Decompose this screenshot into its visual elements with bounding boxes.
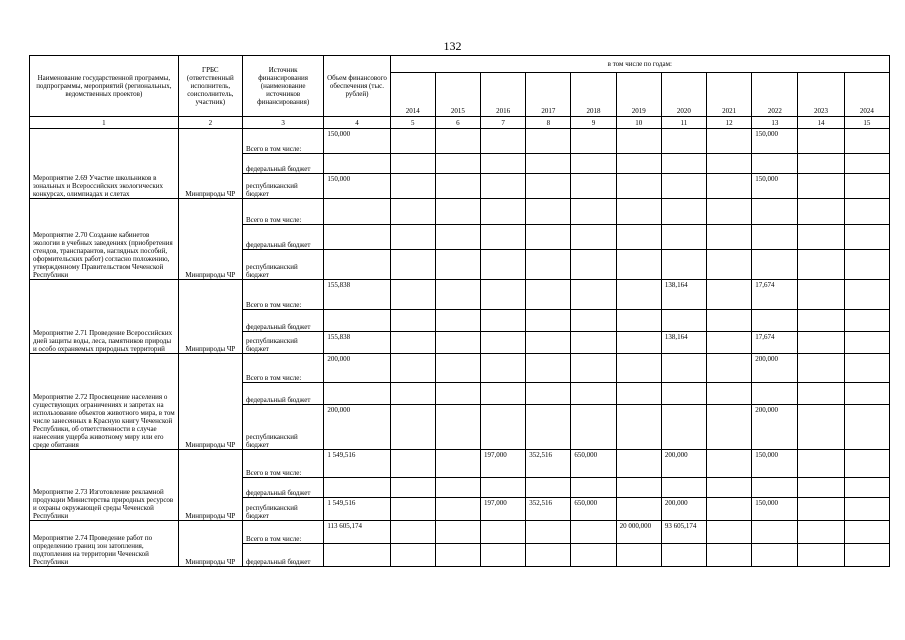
value-cell bbox=[798, 332, 844, 354]
value-cell bbox=[844, 174, 889, 199]
source-label: федеральный бюджет bbox=[242, 544, 323, 567]
value-cell: 200,000 bbox=[324, 405, 390, 450]
source-label: республиканский бюджет bbox=[242, 250, 323, 280]
value-cell bbox=[481, 332, 526, 354]
column-number: 14 bbox=[798, 117, 844, 129]
value-cell: 200,000 bbox=[661, 450, 706, 478]
value-cell bbox=[798, 280, 844, 310]
value-cell bbox=[752, 225, 798, 250]
value-cell bbox=[324, 225, 390, 250]
value-cell bbox=[798, 544, 844, 567]
value-cell bbox=[571, 544, 616, 567]
value-cell bbox=[324, 310, 390, 332]
value-cell bbox=[616, 154, 661, 174]
measure-grbs: Минприроды ЧР bbox=[178, 250, 242, 280]
value-cell bbox=[390, 544, 435, 567]
value-cell bbox=[707, 544, 752, 567]
source-label: Всего в том числе: bbox=[242, 129, 323, 154]
value-cell bbox=[390, 250, 435, 280]
year-header: 2021 bbox=[707, 73, 752, 117]
source-label: федеральный бюджет bbox=[242, 154, 323, 174]
value-cell bbox=[844, 280, 889, 310]
value-cell bbox=[571, 225, 616, 250]
measure-name: Мероприятие 2.69 Участие школьников в зональных и Всероссийских экологических конкурсах, олимпиадах и слетах bbox=[30, 129, 179, 199]
grbs-empty-cell bbox=[178, 450, 242, 478]
value-cell bbox=[616, 129, 661, 154]
value-cell bbox=[616, 280, 661, 310]
column-number: 12 bbox=[707, 117, 752, 129]
value-cell bbox=[844, 478, 889, 498]
value-cell bbox=[390, 521, 435, 544]
source-label: федеральный бюджет bbox=[242, 225, 323, 250]
value-cell bbox=[844, 154, 889, 174]
value-cell bbox=[752, 250, 798, 280]
measure-name: Мероприятие 2.73 Изготовление рекламной продукции Министерства природных ресурсов и охраны окружающей среды Чеченской Республики bbox=[30, 450, 179, 521]
value-cell bbox=[571, 478, 616, 498]
value-cell: 352,516 bbox=[526, 498, 571, 521]
table-row bbox=[30, 450, 890, 478]
grbs-empty-cell bbox=[178, 129, 242, 154]
value-cell bbox=[390, 405, 435, 450]
source-label: Всего в том числе: bbox=[242, 450, 323, 478]
value-cell bbox=[324, 250, 390, 280]
value-cell: 155,838 bbox=[324, 332, 390, 354]
value-cell bbox=[752, 478, 798, 498]
value-cell bbox=[616, 383, 661, 405]
value-cell bbox=[752, 199, 798, 225]
value-cell: 150,000 bbox=[752, 129, 798, 154]
year-header: 2023 bbox=[798, 73, 844, 117]
value-cell bbox=[481, 544, 526, 567]
value-cell bbox=[844, 383, 889, 405]
value-cell bbox=[798, 354, 844, 383]
column-number: 6 bbox=[435, 117, 480, 129]
value-cell: 200,000 bbox=[752, 354, 798, 383]
value-cell bbox=[324, 544, 390, 567]
value-cell bbox=[844, 544, 889, 567]
value-cell bbox=[752, 383, 798, 405]
value-cell bbox=[571, 250, 616, 280]
value-cell bbox=[435, 280, 480, 310]
value-cell bbox=[390, 280, 435, 310]
column-number: 3 bbox=[242, 117, 323, 129]
value-cell bbox=[324, 478, 390, 498]
value-cell bbox=[526, 250, 571, 280]
value-cell bbox=[571, 405, 616, 450]
value-cell bbox=[435, 478, 480, 498]
value-cell bbox=[481, 478, 526, 498]
value-cell: 1 549,516 bbox=[324, 498, 390, 521]
value-cell bbox=[435, 129, 480, 154]
table-row bbox=[30, 199, 890, 225]
value-cell bbox=[752, 154, 798, 174]
value-cell bbox=[707, 310, 752, 332]
value-cell bbox=[390, 154, 435, 174]
value-cell bbox=[616, 310, 661, 332]
source-label: республиканский бюджет bbox=[242, 405, 323, 450]
value-cell: 150,000 bbox=[752, 498, 798, 521]
source-label: республиканский бюджет bbox=[242, 174, 323, 199]
value-cell bbox=[707, 225, 752, 250]
value-cell bbox=[481, 199, 526, 225]
source-label: Всего в том числе: bbox=[242, 354, 323, 383]
value-cell bbox=[844, 310, 889, 332]
year-header: 2016 bbox=[481, 73, 526, 117]
value-cell bbox=[798, 199, 844, 225]
value-cell bbox=[571, 332, 616, 354]
value-cell bbox=[435, 450, 480, 478]
value-cell bbox=[390, 225, 435, 250]
value-cell: 650,000 bbox=[571, 450, 616, 478]
value-cell bbox=[526, 478, 571, 498]
value-cell bbox=[435, 154, 480, 174]
source-label: федеральный бюджет bbox=[242, 478, 323, 498]
value-cell bbox=[390, 450, 435, 478]
value-cell bbox=[324, 154, 390, 174]
value-cell bbox=[481, 310, 526, 332]
value-cell bbox=[844, 498, 889, 521]
page-number: 132 bbox=[443, 39, 462, 53]
value-cell bbox=[481, 383, 526, 405]
value-cell bbox=[616, 199, 661, 225]
measure-name: Мероприятие 2.74 Проведение работ по определению границ зон затопления, подтопления на территории Чеченской Республики bbox=[30, 521, 179, 567]
value-cell bbox=[571, 521, 616, 544]
year-header: 2014 bbox=[390, 73, 435, 117]
table-row bbox=[30, 521, 890, 544]
grbs-empty-cell bbox=[178, 383, 242, 405]
value-cell bbox=[707, 199, 752, 225]
source-label: Всего в том числе: bbox=[242, 199, 323, 225]
value-cell: 17,674 bbox=[752, 280, 798, 310]
value-cell bbox=[616, 544, 661, 567]
value-cell bbox=[661, 354, 706, 383]
value-cell bbox=[661, 544, 706, 567]
column-number: 4 bbox=[324, 117, 390, 129]
value-cell bbox=[661, 383, 706, 405]
grbs-empty-cell bbox=[178, 354, 242, 383]
value-cell bbox=[798, 478, 844, 498]
value-cell bbox=[571, 154, 616, 174]
value-cell bbox=[798, 498, 844, 521]
grbs-empty-cell bbox=[178, 280, 242, 310]
value-cell bbox=[798, 174, 844, 199]
table-row bbox=[30, 280, 890, 310]
value-cell bbox=[324, 383, 390, 405]
column-number: 2 bbox=[178, 117, 242, 129]
value-cell bbox=[707, 383, 752, 405]
year-header: 2020 bbox=[661, 73, 706, 117]
value-cell bbox=[526, 521, 571, 544]
value-cell bbox=[707, 280, 752, 310]
value-cell bbox=[526, 129, 571, 154]
source-label: Всего в том числе: bbox=[242, 521, 323, 544]
value-cell bbox=[526, 174, 571, 199]
source-label: республиканский бюджет bbox=[242, 498, 323, 521]
grbs-empty-cell bbox=[178, 521, 242, 544]
column-number: 1 bbox=[30, 117, 179, 129]
value-cell bbox=[481, 129, 526, 154]
value-cell bbox=[435, 544, 480, 567]
value-cell bbox=[390, 174, 435, 199]
header-name: Наименование государственной программы, подпрограммы, мероприятий (региональных, ведомственных проектов) bbox=[30, 56, 179, 117]
value-cell bbox=[571, 129, 616, 154]
value-cell: 352,516 bbox=[526, 450, 571, 478]
value-cell bbox=[798, 405, 844, 450]
value-cell bbox=[844, 332, 889, 354]
table-row bbox=[30, 354, 890, 383]
value-cell bbox=[324, 199, 390, 225]
value-cell bbox=[571, 354, 616, 383]
value-cell bbox=[390, 332, 435, 354]
value-cell bbox=[481, 521, 526, 544]
value-cell bbox=[616, 354, 661, 383]
year-header: 2018 bbox=[571, 73, 616, 117]
value-cell bbox=[707, 332, 752, 354]
source-label: республиканский бюджет bbox=[242, 332, 323, 354]
value-cell bbox=[481, 154, 526, 174]
value-cell bbox=[481, 280, 526, 310]
value-cell bbox=[571, 310, 616, 332]
value-cell bbox=[435, 498, 480, 521]
value-cell bbox=[661, 199, 706, 225]
value-cell bbox=[707, 154, 752, 174]
grbs-empty-cell bbox=[178, 478, 242, 498]
value-cell bbox=[798, 250, 844, 280]
value-cell bbox=[435, 250, 480, 280]
value-cell bbox=[481, 174, 526, 199]
value-cell: 650,000 bbox=[571, 498, 616, 521]
value-cell bbox=[390, 498, 435, 521]
value-cell bbox=[390, 478, 435, 498]
value-cell: 150,000 bbox=[752, 174, 798, 199]
value-cell bbox=[481, 354, 526, 383]
value-cell bbox=[616, 478, 661, 498]
value-cell bbox=[707, 174, 752, 199]
value-cell bbox=[571, 383, 616, 405]
value-cell bbox=[752, 544, 798, 567]
value-cell bbox=[661, 225, 706, 250]
value-cell bbox=[707, 129, 752, 154]
value-cell bbox=[616, 225, 661, 250]
value-cell bbox=[798, 225, 844, 250]
value-cell bbox=[661, 154, 706, 174]
value-cell: 150,000 bbox=[752, 450, 798, 478]
value-cell bbox=[844, 354, 889, 383]
value-cell: 17,674 bbox=[752, 332, 798, 354]
value-cell bbox=[661, 250, 706, 280]
value-cell: 200,000 bbox=[324, 354, 390, 383]
value-cell bbox=[707, 498, 752, 521]
value-cell bbox=[435, 174, 480, 199]
value-cell bbox=[707, 250, 752, 280]
value-cell bbox=[752, 310, 798, 332]
year-header: 2015 bbox=[435, 73, 480, 117]
value-cell bbox=[661, 310, 706, 332]
value-cell bbox=[526, 354, 571, 383]
value-cell bbox=[798, 310, 844, 332]
value-cell: 150,000 bbox=[324, 129, 390, 154]
value-cell bbox=[526, 310, 571, 332]
measure-grbs: Минприроды ЧР bbox=[178, 405, 242, 450]
measure-grbs: Минприроды ЧР bbox=[178, 332, 242, 354]
value-cell bbox=[571, 174, 616, 199]
value-cell bbox=[481, 225, 526, 250]
value-cell bbox=[661, 478, 706, 498]
value-cell bbox=[844, 450, 889, 478]
value-cell: 20 000,000 bbox=[616, 521, 661, 544]
value-cell bbox=[616, 174, 661, 199]
value-cell bbox=[798, 129, 844, 154]
source-label: Всего в том числе: bbox=[242, 280, 323, 310]
grbs-empty-cell bbox=[178, 310, 242, 332]
value-cell bbox=[526, 154, 571, 174]
column-number: 11 bbox=[661, 117, 706, 129]
column-number: 7 bbox=[481, 117, 526, 129]
value-cell bbox=[798, 450, 844, 478]
value-cell: 138,164 bbox=[661, 332, 706, 354]
column-number: 9 bbox=[571, 117, 616, 129]
value-cell bbox=[435, 225, 480, 250]
value-cell bbox=[435, 354, 480, 383]
value-cell bbox=[435, 521, 480, 544]
value-cell bbox=[616, 405, 661, 450]
value-cell: 138,164 bbox=[661, 280, 706, 310]
value-cell: 197,000 bbox=[481, 498, 526, 521]
measure-grbs: Минприроды ЧР bbox=[178, 174, 242, 199]
value-cell bbox=[707, 450, 752, 478]
header-volume: Объем финансового обеспечения (тыс. рублей) bbox=[324, 56, 390, 117]
value-cell bbox=[390, 310, 435, 332]
value-cell bbox=[435, 332, 480, 354]
header-years-group: в том числе по годам: bbox=[390, 56, 889, 73]
value-cell bbox=[390, 199, 435, 225]
measure-grbs: Минприроды ЧР bbox=[178, 498, 242, 521]
value-cell bbox=[526, 544, 571, 567]
value-cell bbox=[526, 199, 571, 225]
value-cell bbox=[707, 521, 752, 544]
year-header: 2024 bbox=[844, 73, 889, 117]
value-cell: 93 605,174 bbox=[661, 521, 706, 544]
value-cell bbox=[390, 129, 435, 154]
value-cell: 113 605,174 bbox=[324, 521, 390, 544]
table-row bbox=[30, 129, 890, 154]
value-cell: 1 549,516 bbox=[324, 450, 390, 478]
value-cell bbox=[798, 521, 844, 544]
year-header: 2022 bbox=[752, 73, 798, 117]
value-cell bbox=[707, 354, 752, 383]
value-cell bbox=[844, 225, 889, 250]
measure-name: Мероприятие 2.70 Создание кабинетов экологии в учебных заведениях (приобретения стендов, транспарантов, наглядных пособий, оформительских работ) согласно положению, утвержденному Правительством Чеченской Республики bbox=[30, 199, 179, 280]
value-cell bbox=[481, 405, 526, 450]
measure-name: Мероприятие 2.72 Просвещение населения о существующих ограничениях и запретах на использование объектов животного мира, в том числе занесенных в Красную книгу Чеченской Республики, об ответственности в случае нанесения ущерба животному миру или его среде обитания bbox=[30, 354, 179, 450]
column-number: 15 bbox=[844, 117, 889, 129]
value-cell bbox=[798, 154, 844, 174]
value-cell bbox=[661, 174, 706, 199]
value-cell bbox=[390, 354, 435, 383]
value-cell bbox=[526, 225, 571, 250]
value-cell bbox=[435, 199, 480, 225]
year-header: 2017 bbox=[526, 73, 571, 117]
value-cell bbox=[661, 129, 706, 154]
value-cell bbox=[390, 383, 435, 405]
column-number: 5 bbox=[390, 117, 435, 129]
source-label: федеральный бюджет bbox=[242, 310, 323, 332]
grbs-empty-cell bbox=[178, 225, 242, 250]
value-cell bbox=[571, 199, 616, 225]
value-cell bbox=[526, 383, 571, 405]
column-number: 10 bbox=[616, 117, 661, 129]
column-number: 8 bbox=[526, 117, 571, 129]
header-source: Источник финансирования (наименование источников финансирования) bbox=[242, 56, 323, 117]
value-cell bbox=[616, 332, 661, 354]
budget-table bbox=[29, 55, 890, 567]
value-cell: 200,000 bbox=[752, 405, 798, 450]
value-cell bbox=[616, 450, 661, 478]
value-cell bbox=[435, 405, 480, 450]
value-cell bbox=[844, 250, 889, 280]
value-cell bbox=[844, 521, 889, 544]
value-cell bbox=[661, 405, 706, 450]
value-cell: 155,838 bbox=[324, 280, 390, 310]
value-cell bbox=[844, 199, 889, 225]
value-cell bbox=[435, 383, 480, 405]
value-cell bbox=[481, 250, 526, 280]
value-cell bbox=[752, 521, 798, 544]
column-number: 13 bbox=[752, 117, 798, 129]
source-label: федеральный бюджет bbox=[242, 383, 323, 405]
value-cell bbox=[616, 498, 661, 521]
value-cell: 197,000 bbox=[481, 450, 526, 478]
grbs-empty-cell bbox=[178, 199, 242, 225]
measure-name: Мероприятие 2.71 Проведение Всероссийских дней защиты воды, леса, памятников природы и особо охраняемых природных территорий bbox=[30, 280, 179, 354]
measure-grbs: Минприроды ЧР bbox=[178, 544, 242, 567]
value-cell: 200,000 bbox=[661, 498, 706, 521]
value-cell bbox=[526, 280, 571, 310]
value-cell bbox=[571, 280, 616, 310]
value-cell bbox=[435, 310, 480, 332]
value-cell bbox=[798, 383, 844, 405]
value-cell bbox=[526, 405, 571, 450]
value-cell: 150,000 bbox=[324, 174, 390, 199]
value-cell bbox=[844, 405, 889, 450]
value-cell bbox=[707, 478, 752, 498]
value-cell bbox=[844, 129, 889, 154]
value-cell bbox=[707, 405, 752, 450]
header-grbs: ГРБС (ответственный исполнитель, соисполнитель, участник) bbox=[178, 56, 242, 117]
year-header: 2019 bbox=[616, 73, 661, 117]
value-cell bbox=[526, 332, 571, 354]
grbs-empty-cell bbox=[178, 154, 242, 174]
value-cell bbox=[616, 250, 661, 280]
